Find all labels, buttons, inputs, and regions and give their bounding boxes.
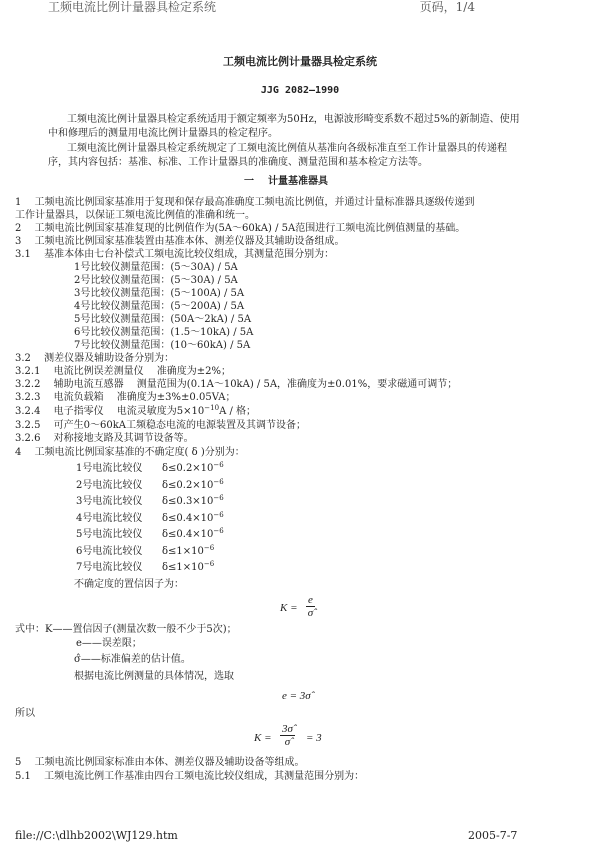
intro-line: 工频电流比例计量器具检定系统适用于额定频率为50Hz，电源波形畸变系数不超过5%的新制造、使用 xyxy=(67,114,520,125)
uncertainty-value xyxy=(162,543,215,558)
doc-title: 工频电流比例计量器具检定系统 xyxy=(223,55,377,68)
item-line: 5.1 工频电流比例工作基准由四台工频电流比较仪组成，其测量范围分别为： xyxy=(15,771,365,782)
uncertainty-instrument: 7号电流比较仪 xyxy=(76,562,143,573)
range-line: 2号比较仪测量范围：(5～30A) / 5A xyxy=(74,275,238,286)
intro-line: 工频电流比例计量器具检定系统规定了工频电流比例值从基准向各级标准直至工作计量器具的传递程 xyxy=(67,143,507,154)
range-line: 7号比较仪测量范围：(10～60kA) / 5A xyxy=(74,340,251,351)
exponent: −6 xyxy=(213,494,224,502)
equip-text: 3.2.4 电子指零仪 电流灵敏度为5×10 xyxy=(15,406,205,417)
uncertainty-instrument: 4号电流比较仪 xyxy=(76,512,143,524)
formula-fraction xyxy=(306,594,315,619)
factor-label: 不确定度的置信因子为： xyxy=(74,579,184,590)
denominator: σ̂ xyxy=(284,736,291,748)
uncertainty-value xyxy=(162,562,214,574)
numerator: e xyxy=(308,594,313,606)
value-text: δ≤0.3×10 xyxy=(162,496,214,507)
intro-line: 中和修理后的测量用电流比例计量器具的检定程序。 xyxy=(48,128,278,139)
doc-code: JJG 2082—1990 xyxy=(260,85,340,96)
uncertainty-instrument: 2号电流比较仪 xyxy=(76,479,143,491)
formula-lhs: K = xyxy=(280,602,298,614)
exponent: −6 xyxy=(213,477,224,486)
exponent: −10 xyxy=(204,404,220,412)
where-line: 式中：K——置信因子(测量次数一般不少于5次)； xyxy=(15,624,237,635)
uncertainty-value xyxy=(162,510,224,525)
value-text: δ≤1×10 xyxy=(162,545,204,557)
range-line: 6号比较仪测量范围：(1.5～10kA) / 5A xyxy=(74,327,254,338)
footer-path: file://C:\dlhb2002\WJ129.htm xyxy=(15,829,178,842)
uncertainty-value xyxy=(162,463,224,475)
exponent: −6 xyxy=(213,461,224,469)
item-line: 5 工频电流比例国家标准由本体、测差仪器及辅助设备等组成。 xyxy=(15,757,305,768)
uncertainty-instrument: 6号电流比较仪 xyxy=(76,545,143,557)
formula-lhs: K = xyxy=(254,732,272,744)
formula-fraction xyxy=(280,723,295,748)
equip-line: 3.2.6 对称接地支路及其调节设备等。 xyxy=(15,433,194,444)
value-text: δ≤0.4×10 xyxy=(162,529,214,540)
item-line: 2 工频电流比例国家基准复现的比例值作为(5A～60kA) / 5A范围进行工频电流比例值测量的基础。 xyxy=(15,223,466,234)
uncertainty-instrument: 5号电流比较仪 xyxy=(76,529,143,540)
footer-date: 2005-7-7 xyxy=(468,829,518,842)
exponent: −6 xyxy=(213,510,224,519)
value-text: δ≤0.2×10 xyxy=(162,463,214,474)
header-title: 工频电流比例计量器具检定系统 xyxy=(48,0,217,14)
value-text: δ≤0.4×10 xyxy=(162,512,214,524)
where-line: σ̂——标准偏差的估计值。 xyxy=(74,654,191,665)
equip-line: 3.2.1 电流比例误差测量仪 准确度为±2%； xyxy=(15,366,232,377)
section-heading: 计量基准器具 xyxy=(268,176,328,187)
item-line: 工作计量器具，以保证工频电流比例值的准确和统一。 xyxy=(15,210,255,221)
equip-line: 3.2.2 辅助电流互感器 测量范围为(0.1A～10kA) / 5A，准确度为±0.01%，要求磁通可调节； xyxy=(15,379,458,390)
range-line: 5号比较仪测量范围：(50A～2kA) / 5A xyxy=(74,314,252,325)
item-line: 1 工频电流比例国家基准用于复现和保存最高准确度工频电流比例值，并通过计量标准器具逐级传递到 xyxy=(15,197,475,208)
intro-line: 序，其内容包括：基准、标准、工作计量器具的准确度、测量范围和基本检定方法等。 xyxy=(48,157,428,168)
choose-line: 根据电流比例测量的具体情况，选取 xyxy=(74,671,234,682)
uncertainty-value xyxy=(162,477,224,492)
equip-line: 3.2.3 电流负载箱 准确度为±3%±0.05VA； xyxy=(15,392,236,403)
exponent: −6 xyxy=(213,527,224,535)
range-line: 1号比较仪测量范围：(5～30A) / 5A xyxy=(74,262,238,273)
uncertainty-instrument: 1号电流比较仪 xyxy=(76,463,143,474)
section-number: 一 xyxy=(244,176,254,187)
equip-line: 3.2.5 可产生0～60kA工频稳态电流的电源装置及其调节设备； xyxy=(15,420,306,431)
exponent: −6 xyxy=(203,543,215,552)
formula-e: e = 3σ̂ xyxy=(282,690,311,702)
exponent: −6 xyxy=(203,560,215,568)
value-text: δ≤1×10 xyxy=(162,562,204,573)
item-line: 3.1 基准本体由七台补偿式工频电流比较仪组成，其测量范围分别为： xyxy=(15,249,335,260)
where-line: e——误差限； xyxy=(76,638,142,649)
range-line: 4号比较仪测量范围：(5～200A) / 5A xyxy=(74,301,245,312)
value-text: δ≤0.2×10 xyxy=(162,479,214,491)
so-line: 所以 xyxy=(15,708,35,719)
range-line: 3号比较仪测量范围：(5～100A) / 5A xyxy=(74,288,245,299)
equip-text: A / 格； xyxy=(219,406,257,417)
uncertainty-value xyxy=(162,496,224,508)
equip-line: 3.2 测差仪器及辅助设备分别为： xyxy=(15,353,175,364)
formula-rhs: = 3 xyxy=(306,732,322,744)
denominator: σ̂ xyxy=(307,607,314,619)
numerator: 3σ̂ xyxy=(282,723,293,735)
uncertainty-value xyxy=(162,529,224,541)
item-line: 4 工频电流比例国家基准的不确定度( δ )分别为： xyxy=(15,447,245,458)
page-number: 页码，1/4 xyxy=(419,0,475,14)
uncertainty-instrument: 3号电流比较仪 xyxy=(76,496,143,507)
equip-line xyxy=(15,406,256,418)
item-line: 3 工频电流比例国家基准装置由基准本体、测差仪器及其辅助设备组成。 xyxy=(15,236,345,247)
